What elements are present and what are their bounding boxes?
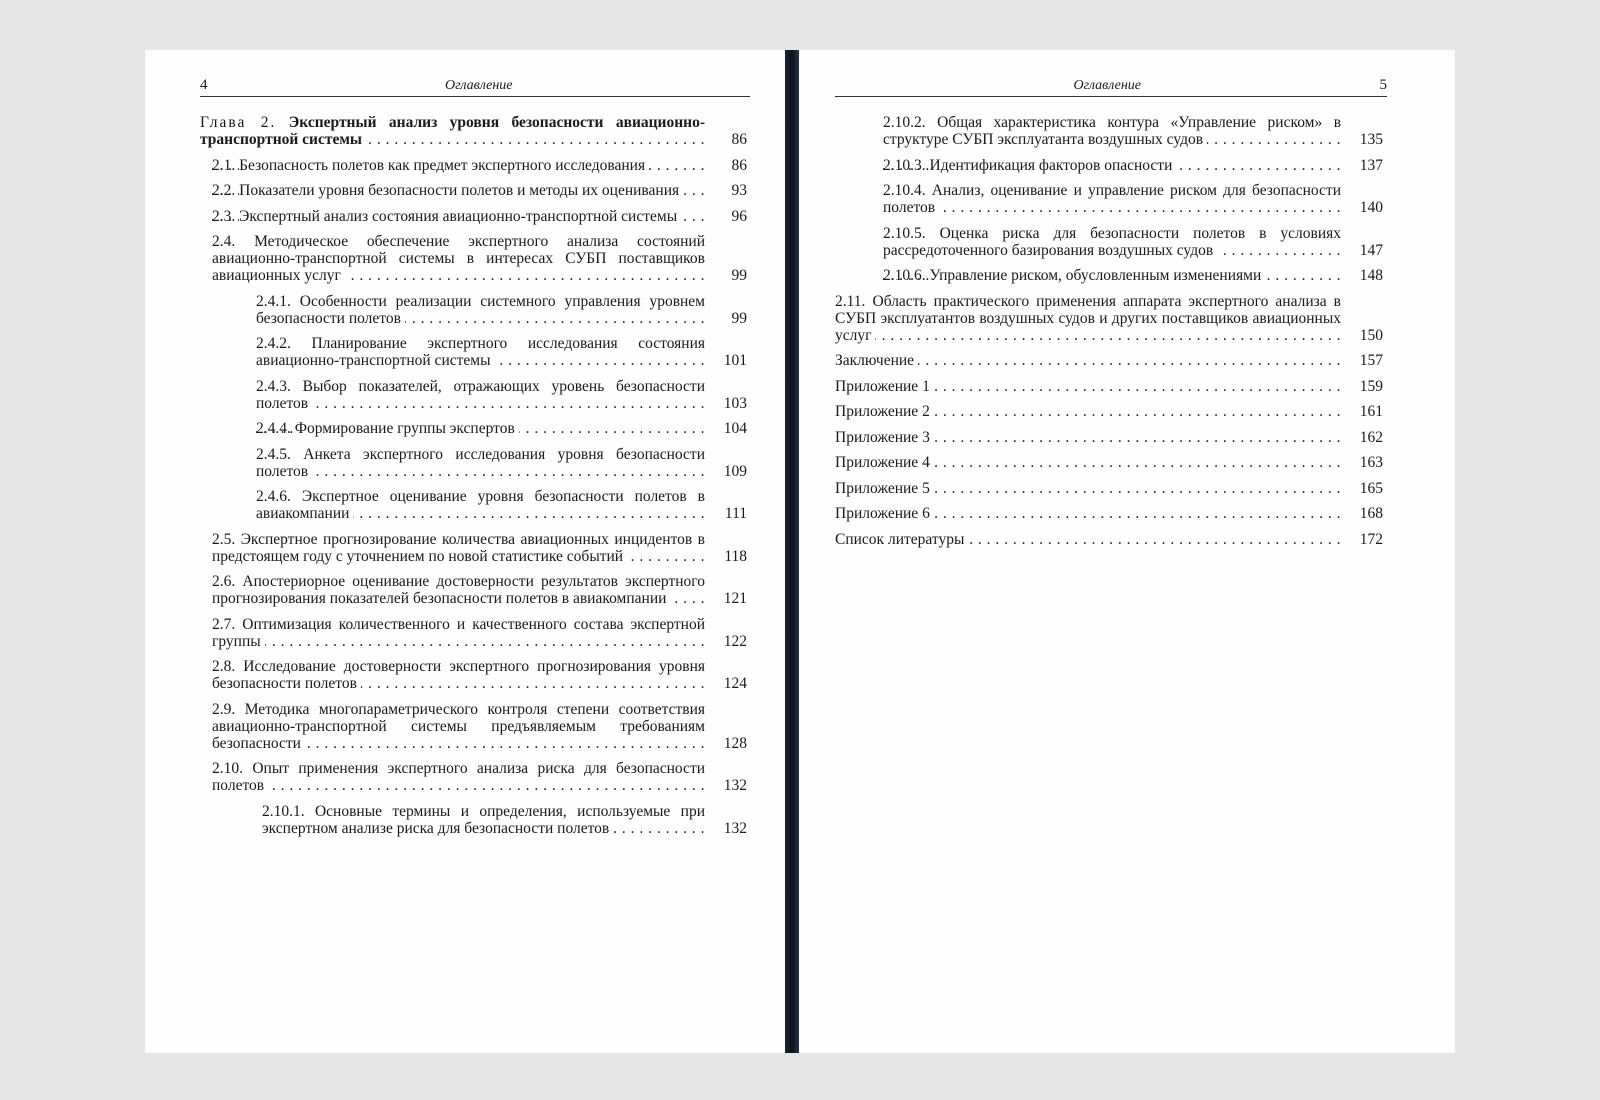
right-running-title: Оглавление [1073, 78, 1142, 93]
toc-entry-number: 2.6. [212, 573, 236, 590]
toc-entry [835, 352, 1383, 369]
toc-entry [200, 420, 747, 437]
toc-entry [200, 208, 747, 225]
toc-entry-page: 132 [723, 819, 747, 837]
toc-entry-page: 150 [1359, 326, 1383, 344]
toc-entry-label: Приложение 1 [835, 378, 934, 395]
toc-entry-number: 2.4.5. [256, 445, 291, 463]
toc-entry-text [256, 420, 705, 437]
toc-entry [200, 658, 747, 692]
toc-entry-number: 2.2. [212, 182, 236, 199]
toc-entry-page: 86 [731, 131, 747, 148]
toc-entry-label: Анкета экспертного исследования уровня безопасности полетов [256, 445, 705, 480]
toc-entry [200, 760, 747, 794]
toc-entry-number: 2.10.6. [883, 267, 926, 284]
toc-entry-text [835, 531, 1341, 548]
toc-entry-text [835, 378, 1341, 395]
toc-entry-label: Экспертное оценивание уровня безопасности полетов в авиакомпании [256, 488, 705, 522]
left-page [145, 50, 785, 1053]
toc-entry-label: Приложение 4 [835, 454, 934, 471]
toc-entry-label: Заключение [835, 352, 918, 369]
toc-entry [200, 488, 747, 522]
right-page [795, 50, 1455, 1053]
toc-entry-number: 2.4.3. [256, 377, 291, 395]
toc-entry-text [212, 573, 705, 607]
toc-entry-text [256, 335, 705, 369]
toc-entry-page: 103 [723, 394, 747, 412]
toc-entry [200, 157, 747, 174]
toc-entry-page: 159 [1359, 377, 1383, 395]
toc-entry-label: Идентификация факторов опасности [930, 157, 1177, 174]
toc-entry-page: 140 [1359, 199, 1383, 216]
toc-entry-label: Экспертное прогнозирование количества авиационных инцидентов в предстоящем году с уточнением по новой статистике событий [212, 530, 705, 565]
toc-entry-text [256, 293, 705, 327]
toc-entry [835, 225, 1383, 259]
toc-entry-page: 132 [723, 777, 747, 794]
toc-entry-label: Анализ, оценивание и управление риском для безопасности полетов [883, 182, 1341, 216]
toc-entry-page: 128 [723, 734, 747, 752]
toc-entry [200, 446, 747, 480]
toc-entry-page: 165 [1359, 479, 1383, 497]
toc-entry-label: Исследование достоверности экспертного прогнозирования уровня безопасности полетов [212, 658, 705, 692]
toc-entry-text [256, 446, 705, 480]
toc-entry-page: 163 [1359, 454, 1383, 471]
left-page-header [200, 74, 750, 97]
toc-entry-number: 2.9. [212, 700, 236, 718]
toc-entry-number: 2.10. [212, 760, 243, 777]
toc-entry-number: 2.5. [212, 530, 236, 548]
toc-entry-text [212, 616, 705, 650]
toc-entry-number: 2.1. [212, 156, 236, 174]
toc-entry-number: 2.10.1. [262, 802, 305, 820]
toc-entry-number: 2.4. [212, 233, 236, 250]
toc-entry-page: 124 [723, 675, 747, 692]
toc-entry-number: Глава 2. [200, 114, 277, 131]
toc-entry-text [212, 157, 705, 174]
toc-entry-number: 2.4.6. [256, 488, 291, 505]
toc-entry [200, 114, 747, 148]
toc-entry-page: 101 [723, 352, 747, 369]
toc-entry [835, 157, 1383, 174]
right-page-header [835, 74, 1387, 97]
toc-entry [835, 429, 1383, 446]
toc-entry [200, 335, 747, 369]
toc-entry-label: Оценка риска для безопасности полетов в условиях рассредоточенного базирования воздушных судов [883, 224, 1341, 259]
toc-entry [200, 233, 747, 284]
toc-entry [200, 293, 747, 327]
toc-entry-text [883, 182, 1341, 216]
toc-entry-label: Экспертный анализ состояния авиационно-транспортной системы [239, 208, 681, 225]
book-spread [145, 50, 1455, 1053]
toc-entry-number: 2.10.2. [883, 114, 926, 131]
toc-entry-page: 135 [1359, 131, 1383, 148]
toc-entry [200, 531, 747, 565]
toc-entry [200, 573, 747, 607]
toc-entry-text [212, 182, 705, 199]
toc-entry-page: 122 [723, 632, 747, 650]
toc-entry-page: 93 [731, 182, 747, 199]
toc-entry-page: 96 [731, 207, 747, 225]
toc-entry-number: 2.7. [212, 615, 236, 633]
toc-entry-text [212, 760, 705, 794]
toc-entry-page: 111 [724, 505, 747, 522]
toc-entry-page: 168 [1359, 505, 1383, 522]
toc-entry-label: Приложение 3 [835, 429, 934, 446]
toc-entry-page: 109 [723, 462, 747, 480]
right-page-number: 5 [1379, 77, 1387, 93]
toc-entry-label: Безопасность полетов как предмет экспертного исследования [239, 157, 649, 174]
toc-entry-text [835, 352, 1341, 369]
right-toc [835, 114, 1383, 556]
toc-entry-label: Методическое обеспечение экспертного анализа состояний авиационно-транспортной системы в интересах СУБП поставщиков авиационных услуг [212, 233, 705, 284]
toc-entry-number: 2.8. [212, 658, 236, 675]
toc-entry [835, 182, 1383, 216]
toc-entry [835, 454, 1383, 471]
toc-entry-number: 2.4.4. [256, 420, 291, 437]
toc-entry-text [212, 701, 705, 752]
toc-entry-label: Методика многопараметрического контроля степени соответствия авиационно-транспортной системы предъявляемым требованиям безопасности [212, 700, 705, 752]
toc-entry-text [835, 480, 1341, 497]
toc-entry-label: Область практического применения аппарата экспертного анализа в СУБП эксплуатантов воздушных судов и других поставщиков авиационных услуг [835, 292, 1341, 344]
toc-entry-text [212, 531, 705, 565]
toc-entry-text [883, 225, 1341, 259]
toc-entry-label: Особенности реализации системного управления уровнем безопасности полетов [256, 292, 705, 327]
toc-entry [835, 293, 1383, 344]
toc-entry-label: Приложение 5 [835, 480, 934, 497]
toc-entry-number: 2.4.2. [256, 335, 291, 352]
toc-entry [200, 701, 747, 752]
left-page-number: 4 [200, 77, 208, 93]
toc-entry [835, 267, 1383, 284]
toc-entry [835, 114, 1383, 148]
toc-entry-text [883, 267, 1341, 284]
toc-entry-number: 2.10.5. [883, 224, 926, 242]
toc-entry-label: Приложение 2 [835, 403, 934, 420]
toc-entry-text [883, 114, 1341, 148]
toc-entry-label: Общая характеристика контура «Управление риском» в структуре СУБП эксплуатанта воздушных судов [883, 114, 1341, 148]
toc-entry [835, 505, 1383, 522]
toc-entry [835, 531, 1383, 548]
toc-entry-label: Планирование экспертного исследования состояния авиационно-транспортной системы [256, 335, 705, 369]
left-running-title: Оглавление [444, 78, 513, 93]
toc-entry-label: Формирование группы экспертов [295, 420, 519, 437]
toc-entry-label: Основные термины и определения, используемые при экспертном анализе риска для безопасности полетов [262, 802, 705, 837]
toc-entry [835, 480, 1383, 497]
toc-entry-page: 104 [723, 420, 747, 437]
toc-entry-label: Апостериорное оценивание достоверности результатов экспертного прогнозирования показателей безопасности полетов в авиакомпании [212, 573, 705, 607]
toc-entry-text [835, 429, 1341, 446]
left-toc [200, 114, 747, 845]
toc-entry-page: 157 [1359, 352, 1383, 369]
toc-entry-label: Управление риском, обусловленным изменениями [930, 267, 1266, 284]
toc-entry-number: 2.3. [212, 207, 236, 225]
toc-entry [200, 182, 747, 199]
toc-entry-text [212, 208, 705, 225]
toc-entry-number: 2.11. [835, 292, 866, 310]
toc-entry-page: 162 [1359, 428, 1383, 446]
toc-entry-number: 2.10.3. [883, 156, 926, 174]
toc-entry-text [835, 454, 1341, 471]
toc-entry-page: 121 [723, 590, 747, 607]
toc-entry [835, 403, 1383, 420]
toc-entry [835, 378, 1383, 395]
toc-entry-text [256, 378, 705, 412]
toc-entry-text [256, 488, 705, 522]
toc-entry-number: 2.10.4. [883, 182, 926, 199]
toc-entry-page: 172 [1359, 530, 1383, 548]
toc-entry-text [883, 157, 1341, 174]
toc-entry-label: Список литературы [835, 531, 968, 548]
toc-entry-label: Приложение 6 [835, 505, 934, 522]
toc-entry-page: 86 [731, 156, 747, 174]
toc-entry-label: Показатели уровня безопасности полетов и методы их оценивания [239, 182, 683, 199]
toc-entry-page: 137 [1359, 156, 1383, 174]
toc-entry-page: 148 [1359, 267, 1383, 284]
toc-entry-text [212, 658, 705, 692]
toc-entry-page: 118 [724, 547, 747, 565]
toc-entry-page: 161 [1359, 403, 1383, 420]
toc-entry-text [262, 803, 705, 837]
toc-entry-label: Оптимизация количественного и качественного состава экспертной группы [212, 615, 705, 650]
toc-entry-page: 147 [1359, 241, 1383, 259]
toc-entry [200, 616, 747, 650]
toc-entry-label: Выбор показателей, отражающих уровень безопасности полетов [256, 377, 705, 412]
toc-entry-number: 2.4.1. [256, 292, 291, 310]
toc-entry-page: 99 [731, 309, 747, 327]
toc-entry-label: Опыт применения экспертного анализа риска для безопасности полетов [212, 760, 705, 794]
toc-entry [200, 803, 747, 837]
toc-entry-label: Экспертный анализ уровня безопасности авиационно-транспортной системы [200, 114, 705, 148]
toc-entry-text [200, 114, 705, 148]
toc-entry-text [212, 233, 705, 284]
toc-entry-text [835, 505, 1341, 522]
toc-entry-text [835, 403, 1341, 420]
toc-entry-text [835, 293, 1341, 344]
toc-entry [200, 378, 747, 412]
toc-entry-page: 99 [731, 267, 747, 284]
